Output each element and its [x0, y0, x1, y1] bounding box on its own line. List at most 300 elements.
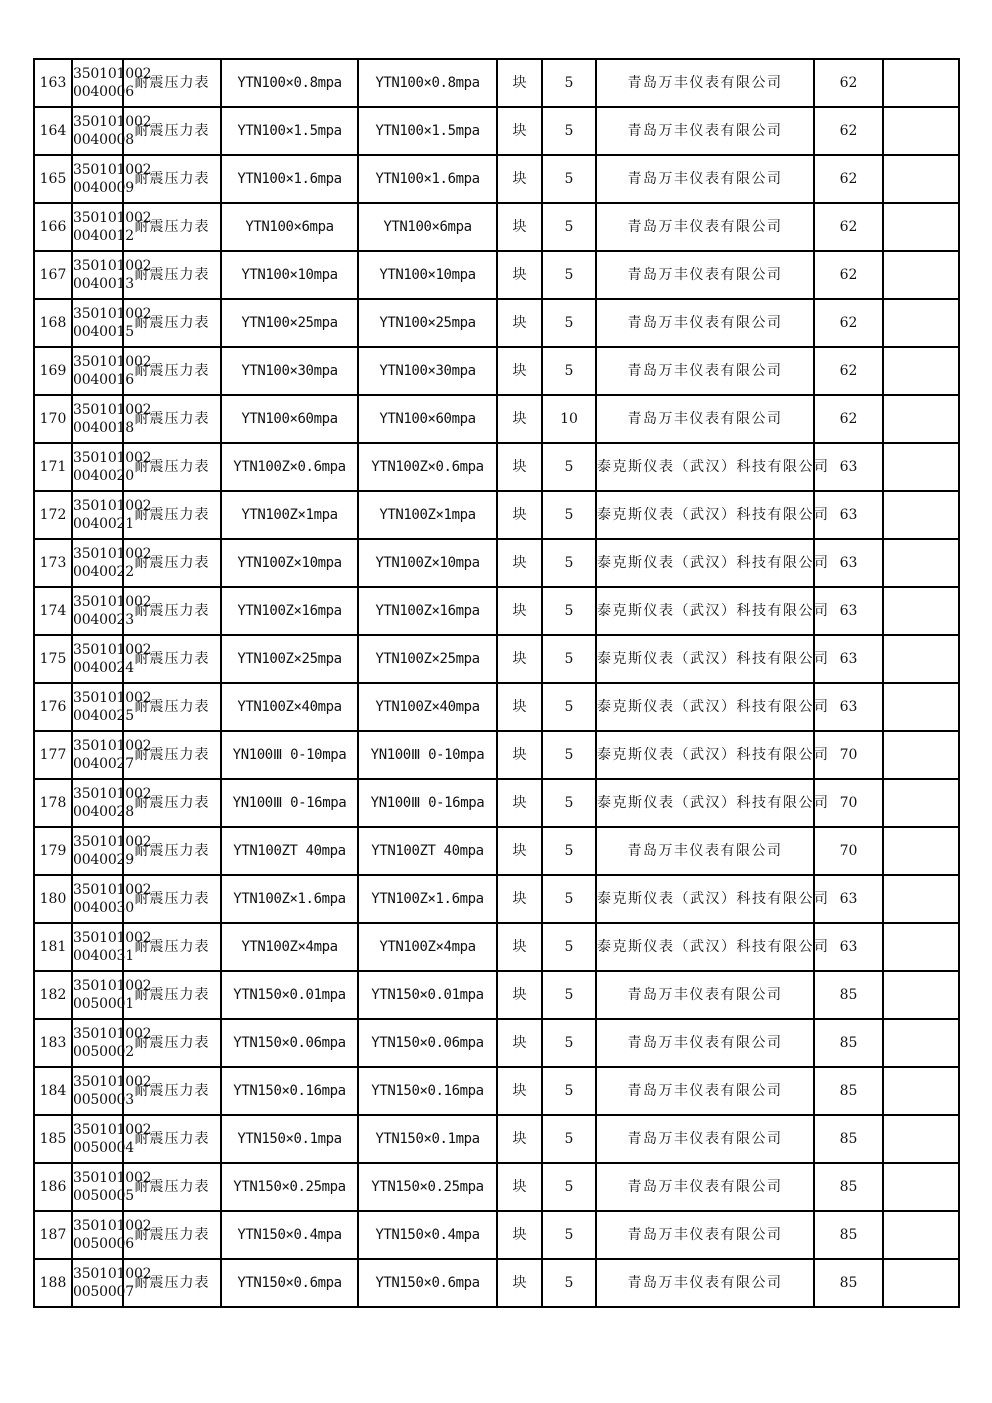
item-model: YTN100×0.8mpa — [358, 59, 497, 107]
row-number: 188 — [34, 1259, 72, 1307]
item-quantity: 5 — [542, 443, 596, 491]
table-row — [34, 683, 959, 731]
item-name: 耐震压力表 — [123, 155, 221, 203]
remark — [883, 1163, 959, 1211]
material-code-line-2: 0040028 — [73, 804, 134, 820]
item-quantity: 5 — [542, 251, 596, 299]
item-spec: YTN100Z×4mpa — [221, 923, 358, 971]
item-name: 耐震压力表 — [123, 1067, 221, 1115]
manufacturer: 青岛万丰仪表有限公司 — [596, 1211, 814, 1259]
item-unit: 块 — [497, 251, 542, 299]
row-number: 183 — [34, 1019, 72, 1067]
table-row — [34, 395, 959, 443]
material-code — [72, 251, 152, 299]
material-code — [72, 779, 152, 827]
material-code-line-2: 0040020 — [73, 468, 134, 484]
material-code — [72, 1067, 152, 1115]
remark — [883, 203, 959, 251]
item-name: 耐震压力表 — [123, 779, 221, 827]
item-quantity: 5 — [542, 1259, 596, 1307]
unit-price: 62 — [814, 59, 883, 107]
remark — [883, 59, 959, 107]
table-row — [34, 587, 959, 635]
material-code — [72, 587, 152, 635]
row-number: 178 — [34, 779, 72, 827]
price-list-table — [33, 58, 960, 1308]
remark — [883, 971, 959, 1019]
material-code-line-2: 0040024 — [73, 660, 134, 676]
table-row — [34, 827, 959, 875]
item-unit: 块 — [497, 1259, 542, 1307]
item-model: YTN100Z×16mpa — [358, 587, 497, 635]
item-name: 耐震压力表 — [123, 443, 221, 491]
material-code — [72, 107, 152, 155]
remark — [883, 875, 959, 923]
material-code-line-1: 350101002 — [73, 114, 152, 130]
item-spec: YTN100×1.5mpa — [221, 107, 358, 155]
item-unit: 块 — [497, 1019, 542, 1067]
table-row — [34, 635, 959, 683]
remark — [883, 1019, 959, 1067]
item-unit: 块 — [497, 299, 542, 347]
item-model: YTN150×0.01mpa — [358, 971, 497, 1019]
material-code-line-1: 350101002 — [73, 930, 152, 946]
material-code-line-1: 350101002 — [73, 354, 152, 370]
remark — [883, 155, 959, 203]
material-code-line-1: 350101002 — [73, 594, 152, 610]
manufacturer: 青岛万丰仪表有限公司 — [596, 107, 814, 155]
table-row — [34, 347, 959, 395]
item-unit: 块 — [497, 539, 542, 587]
item-quantity: 5 — [542, 635, 596, 683]
remark — [883, 779, 959, 827]
row-number: 187 — [34, 1211, 72, 1259]
item-name: 耐震压力表 — [123, 203, 221, 251]
item-model: YTN100Z×1.6mpa — [358, 875, 497, 923]
table-row — [34, 107, 959, 155]
table-row — [34, 491, 959, 539]
item-name: 耐震压力表 — [123, 827, 221, 875]
remark — [883, 1115, 959, 1163]
manufacturer: 青岛万丰仪表有限公司 — [596, 251, 814, 299]
item-spec: YTN100Z×40mpa — [221, 683, 358, 731]
item-unit: 块 — [497, 1067, 542, 1115]
item-model: YTN100×60mpa — [358, 395, 497, 443]
item-spec: YN100Ⅲ 0-10mpa — [221, 731, 358, 779]
manufacturer: 泰克斯仪表（武汉）科技有限公司 — [596, 875, 814, 923]
unit-price: 85 — [814, 1115, 883, 1163]
item-quantity: 5 — [542, 923, 596, 971]
item-model: YTN150×0.4mpa — [358, 1211, 497, 1259]
unit-price: 70 — [814, 827, 883, 875]
item-spec: YTN150×0.6mpa — [221, 1259, 358, 1307]
material-code-line-2: 0050007 — [73, 1284, 134, 1300]
remark — [883, 251, 959, 299]
item-model: YTN100×6mpa — [358, 203, 497, 251]
material-code — [72, 827, 152, 875]
material-code — [72, 683, 152, 731]
item-model: YTN150×0.1mpa — [358, 1115, 497, 1163]
row-number: 181 — [34, 923, 72, 971]
item-quantity: 10 — [542, 395, 596, 443]
row-number: 173 — [34, 539, 72, 587]
item-quantity: 5 — [542, 875, 596, 923]
manufacturer: 青岛万丰仪表有限公司 — [596, 1067, 814, 1115]
item-spec: YTN150×0.4mpa — [221, 1211, 358, 1259]
unit-price: 70 — [814, 731, 883, 779]
material-code-line-2: 0040018 — [73, 420, 134, 436]
material-code-line-2: 0050003 — [73, 1092, 134, 1108]
unit-price: 63 — [814, 875, 883, 923]
material-code — [72, 731, 152, 779]
unit-price: 85 — [814, 1067, 883, 1115]
row-number: 171 — [34, 443, 72, 491]
unit-price: 85 — [814, 1163, 883, 1211]
unit-price: 63 — [814, 443, 883, 491]
material-code — [72, 1163, 152, 1211]
material-code-line-1: 350101002 — [73, 738, 152, 754]
material-code-line-1: 350101002 — [73, 498, 152, 514]
material-code-line-1: 350101002 — [73, 690, 152, 706]
item-spec: YTN150×0.06mpa — [221, 1019, 358, 1067]
item-unit: 块 — [497, 491, 542, 539]
item-name: 耐震压力表 — [123, 59, 221, 107]
item-quantity: 5 — [542, 587, 596, 635]
item-model: YTN100Z×40mpa — [358, 683, 497, 731]
item-model: YTN100×1.5mpa — [358, 107, 497, 155]
material-code-line-1: 350101002 — [73, 1218, 152, 1234]
row-number: 184 — [34, 1067, 72, 1115]
material-code-line-2: 0040009 — [73, 180, 134, 196]
material-code-line-2: 0040031 — [73, 948, 134, 964]
material-code-line-1: 350101002 — [73, 210, 152, 226]
item-name: 耐震压力表 — [123, 683, 221, 731]
item-spec: YN100Ⅲ 0-16mpa — [221, 779, 358, 827]
item-model: YTN100Z×10mpa — [358, 539, 497, 587]
table-row — [34, 923, 959, 971]
item-quantity: 5 — [542, 155, 596, 203]
material-code-line-2: 0050001 — [73, 996, 134, 1012]
manufacturer: 青岛万丰仪表有限公司 — [596, 299, 814, 347]
material-code-line-1: 350101002 — [73, 834, 152, 850]
item-spec: YTN100Z×16mpa — [221, 587, 358, 635]
item-spec: YTN100Z×1mpa — [221, 491, 358, 539]
item-quantity: 5 — [542, 731, 596, 779]
unit-price: 85 — [814, 1259, 883, 1307]
remark — [883, 1259, 959, 1307]
row-number: 166 — [34, 203, 72, 251]
manufacturer: 泰克斯仪表（武汉）科技有限公司 — [596, 635, 814, 683]
remark — [883, 347, 959, 395]
material-code-line-2: 0040006 — [73, 84, 134, 100]
table-row — [34, 155, 959, 203]
row-number: 176 — [34, 683, 72, 731]
item-name: 耐震压力表 — [123, 1259, 221, 1307]
manufacturer: 青岛万丰仪表有限公司 — [596, 1259, 814, 1307]
remark — [883, 1067, 959, 1115]
unit-price: 85 — [814, 971, 883, 1019]
remark — [883, 683, 959, 731]
unit-price: 62 — [814, 395, 883, 443]
item-unit: 块 — [497, 347, 542, 395]
material-code-line-2: 0040030 — [73, 900, 134, 916]
material-code — [72, 299, 152, 347]
item-name: 耐震压力表 — [123, 1163, 221, 1211]
material-code-line-2: 0040008 — [73, 132, 134, 148]
remark — [883, 443, 959, 491]
material-code — [72, 635, 152, 683]
table-row — [34, 1163, 959, 1211]
item-unit: 块 — [497, 827, 542, 875]
table-row — [34, 731, 959, 779]
row-number: 185 — [34, 1115, 72, 1163]
item-model: YN100Ⅲ 0-16mpa — [358, 779, 497, 827]
item-quantity: 5 — [542, 1163, 596, 1211]
item-name: 耐震压力表 — [123, 923, 221, 971]
material-code-line-2: 0040012 — [73, 228, 134, 244]
item-model: YTN100×1.6mpa — [358, 155, 497, 203]
material-code — [72, 539, 152, 587]
material-code-line-2: 0040023 — [73, 612, 134, 628]
item-unit: 块 — [497, 587, 542, 635]
table-row — [34, 1259, 959, 1307]
unit-price: 62 — [814, 107, 883, 155]
item-spec: YTN100Z×25mpa — [221, 635, 358, 683]
row-number: 167 — [34, 251, 72, 299]
item-spec: YTN100ZT 40mpa — [221, 827, 358, 875]
manufacturer: 青岛万丰仪表有限公司 — [596, 827, 814, 875]
material-code-line-1: 350101002 — [73, 786, 152, 802]
material-code-line-1: 350101002 — [73, 546, 152, 562]
material-code-line-2: 0040027 — [73, 756, 134, 772]
material-code-line-1: 350101002 — [73, 978, 152, 994]
item-quantity: 5 — [542, 779, 596, 827]
material-code-line-2: 0050002 — [73, 1044, 134, 1060]
material-code — [72, 59, 152, 107]
material-code-line-2: 0040029 — [73, 852, 134, 868]
manufacturer: 泰克斯仪表（武汉）科技有限公司 — [596, 443, 814, 491]
manufacturer: 泰克斯仪表（武汉）科技有限公司 — [596, 587, 814, 635]
table-row — [34, 971, 959, 1019]
table-row — [34, 59, 959, 107]
row-number: 163 — [34, 59, 72, 107]
remark — [883, 731, 959, 779]
row-number: 170 — [34, 395, 72, 443]
item-spec: YTN100Z×10mpa — [221, 539, 358, 587]
unit-price: 63 — [814, 635, 883, 683]
item-unit: 块 — [497, 203, 542, 251]
material-code-line-2: 0040021 — [73, 516, 134, 532]
item-name: 耐震压力表 — [123, 1211, 221, 1259]
material-code-line-1: 350101002 — [73, 1074, 152, 1090]
item-unit: 块 — [497, 923, 542, 971]
item-spec: YTN150×0.16mpa — [221, 1067, 358, 1115]
manufacturer: 青岛万丰仪表有限公司 — [596, 971, 814, 1019]
material-code-line-2: 0040016 — [73, 372, 134, 388]
item-unit: 块 — [497, 971, 542, 1019]
unit-price: 62 — [814, 203, 883, 251]
row-number: 175 — [34, 635, 72, 683]
item-spec: YTN100×10mpa — [221, 251, 358, 299]
row-number: 165 — [34, 155, 72, 203]
material-code — [72, 155, 152, 203]
table-row — [34, 251, 959, 299]
item-model: YTN100×10mpa — [358, 251, 497, 299]
unit-price: 62 — [814, 347, 883, 395]
item-spec: YTN100×60mpa — [221, 395, 358, 443]
table-row — [34, 1019, 959, 1067]
item-quantity: 5 — [542, 299, 596, 347]
item-name: 耐震压力表 — [123, 1115, 221, 1163]
unit-price: 62 — [814, 299, 883, 347]
item-name: 耐震压力表 — [123, 587, 221, 635]
item-model: YTN100ZT 40mpa — [358, 827, 497, 875]
table-row — [34, 203, 959, 251]
material-code-line-1: 350101002 — [73, 882, 152, 898]
item-name: 耐震压力表 — [123, 1019, 221, 1067]
item-spec: YTN100×6mpa — [221, 203, 358, 251]
item-model: YTN100Z×1mpa — [358, 491, 497, 539]
remark — [883, 107, 959, 155]
material-code-line-2: 0040022 — [73, 564, 134, 580]
remark — [883, 1211, 959, 1259]
row-number: 179 — [34, 827, 72, 875]
item-model: YTN150×0.16mpa — [358, 1067, 497, 1115]
material-code-line-1: 350101002 — [73, 1266, 152, 1282]
unit-price: 70 — [814, 779, 883, 827]
item-model: YTN100Z×4mpa — [358, 923, 497, 971]
material-code-line-1: 350101002 — [73, 1026, 152, 1042]
item-spec: YTN150×0.1mpa — [221, 1115, 358, 1163]
unit-price: 63 — [814, 491, 883, 539]
item-name: 耐震压力表 — [123, 299, 221, 347]
material-code — [72, 1211, 152, 1259]
item-quantity: 5 — [542, 1067, 596, 1115]
table-row — [34, 779, 959, 827]
manufacturer: 泰克斯仪表（武汉）科技有限公司 — [596, 491, 814, 539]
manufacturer: 青岛万丰仪表有限公司 — [596, 1115, 814, 1163]
item-unit: 块 — [497, 1115, 542, 1163]
item-model: YTN150×0.6mpa — [358, 1259, 497, 1307]
item-model: YN100Ⅲ 0-10mpa — [358, 731, 497, 779]
item-name: 耐震压力表 — [123, 251, 221, 299]
unit-price: 85 — [814, 1019, 883, 1067]
item-quantity: 5 — [542, 827, 596, 875]
material-code-line-1: 350101002 — [73, 642, 152, 658]
item-spec: YTN100×0.8mpa — [221, 59, 358, 107]
remark — [883, 395, 959, 443]
item-model: YTN150×0.06mpa — [358, 1019, 497, 1067]
item-unit: 块 — [497, 1211, 542, 1259]
item-quantity: 5 — [542, 203, 596, 251]
manufacturer: 泰克斯仪表（武汉）科技有限公司 — [596, 731, 814, 779]
row-number: 174 — [34, 587, 72, 635]
item-model: YTN100Z×25mpa — [358, 635, 497, 683]
material-code-line-1: 350101002 — [73, 402, 152, 418]
item-quantity: 5 — [542, 971, 596, 1019]
item-name: 耐震压力表 — [123, 635, 221, 683]
manufacturer: 青岛万丰仪表有限公司 — [596, 347, 814, 395]
material-code — [72, 491, 152, 539]
unit-price: 63 — [814, 923, 883, 971]
item-unit: 块 — [497, 779, 542, 827]
material-code-line-2: 0050005 — [73, 1188, 134, 1204]
manufacturer: 青岛万丰仪表有限公司 — [596, 155, 814, 203]
item-quantity: 5 — [542, 539, 596, 587]
item-unit: 块 — [497, 683, 542, 731]
item-model: YTN150×0.25mpa — [358, 1163, 497, 1211]
remark — [883, 299, 959, 347]
item-name: 耐震压力表 — [123, 875, 221, 923]
manufacturer: 青岛万丰仪表有限公司 — [596, 1163, 814, 1211]
item-model: YTN100×30mpa — [358, 347, 497, 395]
row-number: 168 — [34, 299, 72, 347]
row-number: 169 — [34, 347, 72, 395]
item-quantity: 5 — [542, 347, 596, 395]
manufacturer: 泰克斯仪表（武汉）科技有限公司 — [596, 539, 814, 587]
item-unit: 块 — [497, 395, 542, 443]
item-unit: 块 — [497, 635, 542, 683]
material-code — [72, 347, 152, 395]
material-code — [72, 923, 152, 971]
unit-price: 63 — [814, 539, 883, 587]
material-code-line-1: 350101002 — [73, 306, 152, 322]
material-code-line-1: 350101002 — [73, 1122, 152, 1138]
item-spec: YTN100×25mpa — [221, 299, 358, 347]
material-code — [72, 395, 152, 443]
unit-price: 63 — [814, 683, 883, 731]
manufacturer: 青岛万丰仪表有限公司 — [596, 395, 814, 443]
manufacturer: 青岛万丰仪表有限公司 — [596, 1019, 814, 1067]
table-body — [34, 59, 959, 1307]
item-name: 耐震压力表 — [123, 491, 221, 539]
row-number: 182 — [34, 971, 72, 1019]
remark — [883, 923, 959, 971]
material-code-line-2: 0050006 — [73, 1236, 134, 1252]
item-quantity: 5 — [542, 59, 596, 107]
item-unit: 块 — [497, 443, 542, 491]
item-model: YTN100Z×0.6mpa — [358, 443, 497, 491]
unit-price: 85 — [814, 1211, 883, 1259]
table-row — [34, 443, 959, 491]
material-code-line-1: 350101002 — [73, 258, 152, 274]
unit-price: 62 — [814, 251, 883, 299]
material-code-line-2: 0040015 — [73, 324, 134, 340]
table-row — [34, 1115, 959, 1163]
unit-price: 62 — [814, 155, 883, 203]
item-unit: 块 — [497, 107, 542, 155]
table-row — [34, 539, 959, 587]
item-unit: 块 — [497, 155, 542, 203]
material-code-line-2: 0040025 — [73, 708, 134, 724]
item-model: YTN100×25mpa — [358, 299, 497, 347]
item-name: 耐震压力表 — [123, 731, 221, 779]
remark — [883, 491, 959, 539]
item-spec: YTN150×0.25mpa — [221, 1163, 358, 1211]
row-number: 172 — [34, 491, 72, 539]
manufacturer: 泰克斯仪表（武汉）科技有限公司 — [596, 683, 814, 731]
manufacturer: 青岛万丰仪表有限公司 — [596, 203, 814, 251]
item-unit: 块 — [497, 731, 542, 779]
remark — [883, 827, 959, 875]
material-code-line-1: 350101002 — [73, 66, 152, 82]
material-code-line-2: 0050004 — [73, 1140, 134, 1156]
item-spec: YTN100×30mpa — [221, 347, 358, 395]
item-unit: 块 — [497, 875, 542, 923]
item-name: 耐震压力表 — [123, 971, 221, 1019]
table-row — [34, 299, 959, 347]
material-code-line-1: 350101002 — [73, 450, 152, 466]
